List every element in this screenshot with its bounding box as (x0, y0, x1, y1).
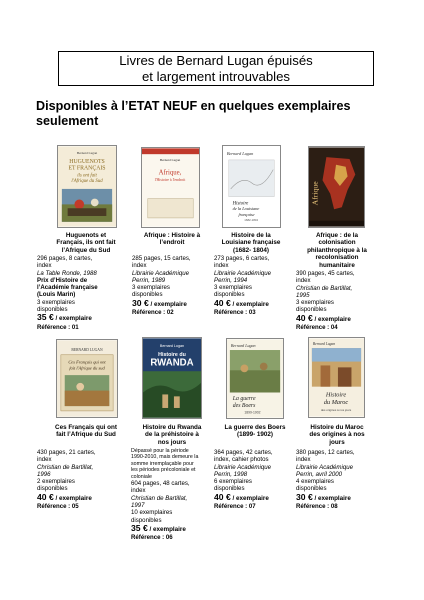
cover-line1-06: Histoire du (158, 351, 186, 358)
book-price-05-unit: / exemplaire (53, 494, 92, 502)
cover-line2-02: l'Histoire à l'endroit (154, 178, 186, 183)
book-cover-03 (222, 145, 281, 228)
book-title-06-line-2: de la préhistoire à (145, 431, 199, 439)
book-info-06-line-8: Christian de Bartillat, (131, 494, 188, 502)
page-title-line-1: Livres de Bernard Lugan épuisés (119, 53, 313, 68)
cover-line1-04: Afrique (310, 181, 320, 206)
book-info-02-line-6: disponibles (132, 291, 163, 299)
book-title-03-line-1: Histoire de la (231, 232, 271, 239)
book-info-08-line-4: Perrin, avril 2000 (296, 470, 343, 478)
book-info-07 (214, 449, 304, 511)
book-info-07-line-1: 364 pages, 42 cartes, (214, 449, 273, 456)
book-title-04-line-3: philanthropique à la (307, 246, 367, 254)
book-price-06-unit: / exemplaire (147, 525, 186, 533)
book-price-07 (214, 493, 304, 504)
book-info-08-line-1: 380 pages, 12 cartes, (296, 449, 355, 456)
cover-art-08 (309, 338, 364, 417)
book-info-05 (37, 449, 133, 511)
cover-author-01: Bernard Lugan (76, 151, 98, 156)
book-cover-02 (141, 147, 200, 228)
book-info-04-line-1: 390 pages, 45 cartes, (296, 270, 355, 277)
cover-line3-03: française (238, 211, 255, 217)
book-title-02-line-1: Afrique : Histoire à (143, 232, 201, 239)
book-price-05-value: 40 € (37, 491, 54, 502)
cover-line1-07: La guerre (232, 396, 256, 403)
page-title-line-2: et largement introuvables (141, 69, 291, 84)
book-info-06-line-4: les périodes précoloniale et (131, 467, 196, 474)
book-price-02-value: 30 € (132, 297, 149, 308)
book-price-01-unit: / exemplaire (53, 315, 92, 323)
book-title-04 (288, 232, 386, 269)
book-info-01-line-8: disponibles (37, 306, 68, 314)
book-info-04 (296, 270, 386, 332)
book-info-08-line-6: disponibles (296, 485, 327, 493)
book-title-07-line-2: (1899- 1902) (236, 431, 274, 439)
book-price-07-value: 40 € (214, 491, 231, 502)
book-title-08-line-2: des origines à nos (309, 431, 365, 439)
cover-author-07: Bernard Lugan (230, 343, 256, 349)
book-info-04-line-2: index (296, 277, 311, 285)
cover-art-02 (142, 148, 199, 227)
cover-author-03: Bernard Lugan (226, 151, 254, 157)
book-title-05-line-2: fait l’Afrique du Sud (56, 431, 116, 439)
book-info-01-line-2: index (37, 262, 52, 270)
cover-author-08: Bernard Lugan (312, 342, 336, 347)
book-ref-01: Référence : 01 (37, 323, 79, 331)
book-info-06-line-6: 604 pages, 48 cartes, (131, 480, 190, 488)
book-info-03-line-6: disponibles (214, 291, 245, 299)
book-title-03-line-2: Louisiane française (221, 239, 281, 247)
book-info-08 (296, 449, 386, 511)
cover-line2-03: de la Louisiane (232, 206, 260, 212)
book-price-02 (132, 299, 220, 310)
cover-art-04 (309, 147, 364, 227)
book-title-02-line-2: l’endroit (159, 239, 185, 247)
book-title-03-line-3: (1682- 1804) (232, 246, 270, 254)
book-info-07-line-2: index, cahier photos (214, 456, 269, 464)
book-ref-08: Référence : 08 (296, 503, 338, 511)
book-title-04-line-5: humanitaire (319, 261, 355, 269)
book-title-06-line-3: nos jours (157, 438, 187, 446)
cover-line1-01: HUGUENOTS (69, 158, 105, 165)
cover-line2-08: du Maroc (323, 399, 349, 407)
cover-line1-08: Histoire (325, 391, 347, 399)
book-ref-06: Référence : 06 (131, 534, 173, 542)
book-price-04 (296, 314, 386, 325)
cover-line2-06: RWANDA (150, 357, 194, 369)
book-title-01 (37, 232, 135, 254)
cover-line3-08: des origines à nos jours (320, 407, 352, 412)
book-info-06-line-9: 1997 (131, 501, 145, 509)
book-cover-06 (142, 337, 202, 419)
book-title-01-line-2: Français, ils ont fait (56, 239, 116, 247)
book-title-01-line-1: Huguenots et (65, 232, 107, 239)
book-title-02 (128, 232, 216, 247)
cover-line1-02: Afrique, (158, 169, 182, 177)
book-title-08-line-3: jours (329, 438, 345, 446)
cover-line1-05: Ces Français qui ont (68, 359, 106, 365)
book-info-07-line-5: 6 exemplaires (214, 478, 252, 486)
book-info-08-line-5: 4 exemplaires (296, 478, 334, 486)
book-title-06 (126, 424, 218, 446)
book-info-05-line-3: Christian de Bartillat, (37, 463, 94, 471)
subtitle-line-2: seulement (36, 114, 99, 128)
cover-author-05: BERNARD LUGAN (71, 347, 103, 352)
cover-line4-01: l'Afrique du Sud (71, 179, 103, 185)
book-info-08-line-3: Librairie Académique (296, 463, 354, 471)
book-price-03-unit: / exemplaire (230, 300, 269, 308)
book-price-06 (131, 524, 223, 535)
book-info-03-line-2: index (214, 262, 229, 270)
book-price-07-unit: / exemplaire (230, 494, 269, 502)
book-info-05-line-5: 2 exemplaires (37, 478, 75, 486)
book-title-08-line-1: Histoire du Maroc (310, 424, 364, 431)
book-price-05 (37, 493, 133, 504)
book-info-01-line-4: Prix d’Histoire de (37, 276, 88, 284)
book-info-01-line-6: (Louis Marin) (37, 291, 76, 299)
book-title-04-line-4: recolonisation (315, 254, 359, 262)
book-info-07-line-3: Librairie Académique (214, 463, 272, 471)
cover-line4-03: 1682-1804 (244, 217, 259, 222)
book-info-02-line-1: 285 pages, 15 cartes, (132, 255, 191, 262)
book-info-08-line-2: index (296, 456, 311, 464)
subtitle-line-1: Disponibles à l’ETAT NEUF en quelques exemplaires (36, 99, 351, 113)
book-info-03-line-5: 3 exemplaires (214, 284, 252, 292)
book-ref-02: Référence : 02 (132, 309, 174, 317)
book-ref-04: Référence : 04 (296, 324, 338, 332)
book-title-04-line-2: colonisation (318, 239, 356, 247)
book-price-02-unit: / exemplaire (148, 300, 187, 308)
book-cover-04 (308, 146, 365, 228)
book-info-02-line-4: Perrin, 1989 (132, 276, 166, 284)
page-title-box (58, 51, 374, 86)
book-title-06-line-1: Histoire du Rwanda (142, 424, 202, 431)
book-info-06-line-10: 10 exemplaires (131, 509, 173, 517)
book-price-01-value: 35 € (37, 312, 54, 323)
cover-author-02: Bernard Lugan (159, 157, 181, 162)
book-info-06 (131, 448, 223, 542)
book-info-02-line-2: index (132, 262, 147, 270)
book-info-01-line-1: 296 pages, 8 cartes, (37, 255, 93, 262)
book-info-04-line-5: 3 exemplaires (296, 299, 334, 307)
book-info-03-line-1: 273 pages, 6 cartes, (214, 255, 270, 262)
book-info-02 (132, 255, 220, 317)
book-price-03-value: 40 € (214, 297, 231, 308)
book-info-06-line-5: coloniale (131, 473, 152, 480)
cover-author-06: Bernard Lugan (159, 344, 185, 349)
book-cover-05 (56, 339, 118, 418)
book-info-05-line-6: disponibles (37, 485, 68, 493)
book-info-06-line-7: index (131, 487, 146, 495)
book-info-07-line-6: disponibles (214, 485, 245, 493)
cover-line2-01: ET FRANÇAIS (68, 165, 106, 172)
book-ref-03: Référence : 03 (214, 309, 256, 317)
book-price-04-unit: / exemplaire (312, 315, 351, 323)
cover-line1-03: Histoire (232, 201, 249, 207)
book-cover-07 (226, 338, 284, 419)
availability-subtitle (36, 99, 396, 129)
book-price-08 (296, 493, 386, 504)
book-info-05-line-4: 1996 (37, 470, 51, 478)
book-info-01-line-7: 3 exemplaires (37, 298, 75, 306)
book-title-01-line-3: l’Afrique du Sud (61, 246, 111, 254)
cover-line3-01: ils ont fait (77, 173, 97, 179)
book-cover-01 (57, 145, 117, 228)
cover-line3-07: 1899-1902 (244, 410, 261, 415)
book-title-04-line-1: Afrique : de la (316, 232, 358, 239)
book-info-02-line-5: 3 exemplaires (132, 284, 170, 292)
cover-line2-05: fait l'Afrique du sud (69, 365, 105, 371)
book-price-01 (37, 313, 135, 324)
cover-line2-07: des Boers (232, 402, 256, 409)
book-title-05 (37, 424, 135, 439)
book-info-06-line-2: 1990-2010, mais demeure la (131, 454, 199, 461)
book-cover-08 (308, 337, 365, 418)
book-title-07-line-1: La guerre des Boers (224, 424, 286, 431)
book-info-01-line-5: l’Académie française (37, 284, 98, 292)
book-info-06-line-11: disponibles (131, 516, 162, 524)
book-info-04-line-3: Christian de Bartillat, (296, 284, 353, 292)
book-ref-07: Référence : 07 (214, 503, 256, 511)
book-price-08-value: 30 € (296, 491, 313, 502)
book-info-04-line-6: disponibles (296, 306, 327, 314)
cover-art-01 (58, 146, 116, 227)
book-info-04-line-4: 1995 (296, 291, 310, 299)
book-info-06-line-3: somme irremplaçable pour (131, 460, 194, 467)
book-price-06-value: 35 € (131, 522, 148, 533)
cover-art-07 (227, 339, 283, 418)
book-info-05-line-2: index (37, 456, 52, 464)
cover-art-06 (143, 338, 201, 418)
book-price-08-unit: / exemplaire (312, 494, 351, 502)
book-price-03 (214, 299, 302, 310)
book-info-05-line-1: 430 pages, 21 cartes, (37, 449, 96, 456)
cover-art-03 (223, 146, 280, 227)
book-info-07-line-4: Perrin, 1998 (214, 470, 248, 478)
book-title-05-line-1: Ces Français qui ont (55, 424, 117, 431)
book-price-04-value: 40 € (296, 312, 313, 323)
book-info-06-line-1: Dépassé pour la période (131, 448, 189, 454)
book-ref-05: Référence : 05 (37, 503, 79, 511)
book-info-01-line-3: La Table Ronde, 1988 (37, 269, 97, 277)
book-info-03-line-3: Librairie Académique (214, 269, 272, 277)
book-title-03 (206, 232, 296, 254)
book-info-03-line-4: Perrin, 1994 (214, 276, 248, 284)
book-title-08 (288, 424, 386, 446)
book-info-02-line-3: Librairie Académique (132, 269, 190, 277)
cover-art-05 (57, 340, 117, 417)
book-info-01 (37, 255, 135, 331)
